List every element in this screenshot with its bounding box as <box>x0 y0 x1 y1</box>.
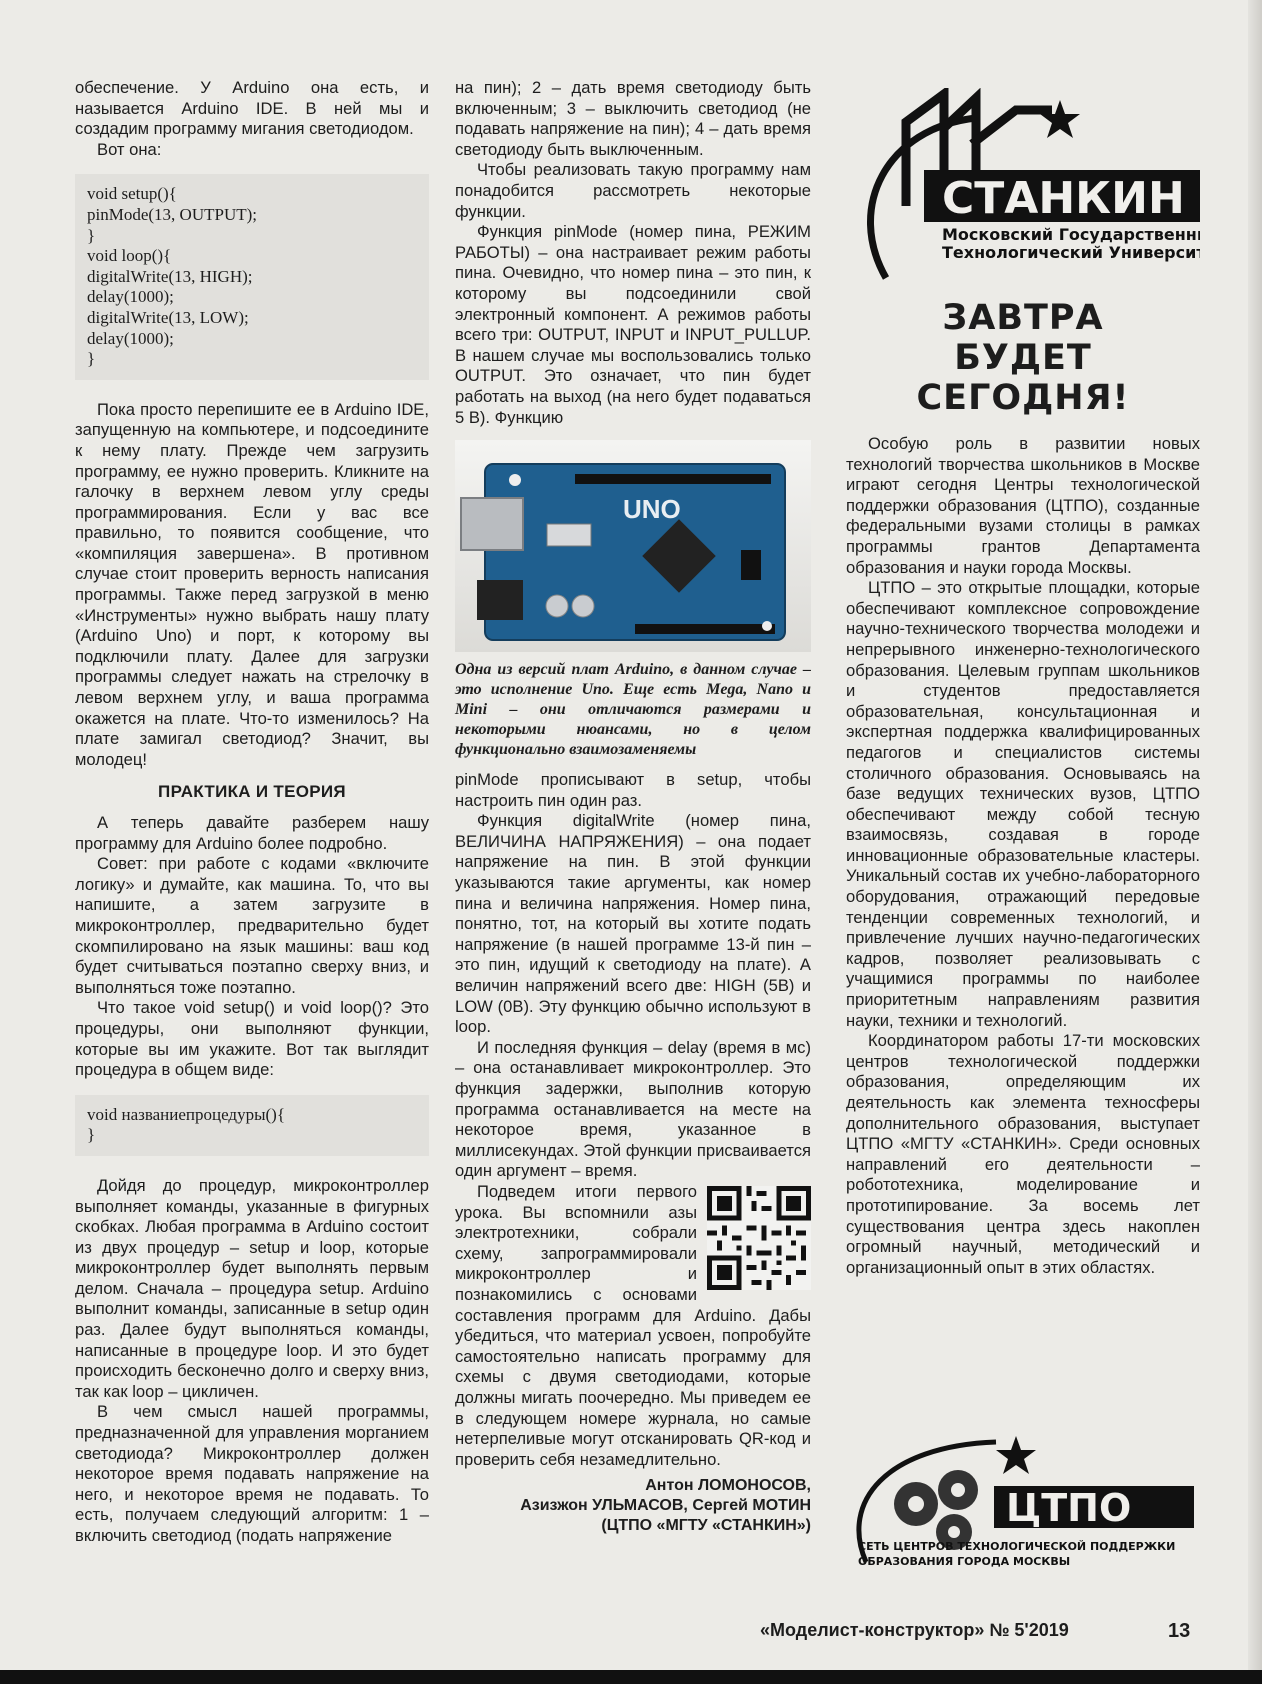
qr-code[interactable] <box>707 1186 811 1290</box>
author-line: (ЦТПО «МГТУ «СТАНКИН») <box>601 1517 811 1535</box>
page-number: 13 <box>1168 1620 1191 1642</box>
cttpo-logo <box>846 1432 1200 1582</box>
code-block-setup-loop <box>75 174 429 379</box>
paragraph: Пока просто перепишите ее в Arduino IDE, запущенную на компьютере, и подсоедините к нему плату. Прежде чем загрузить программу, ее нужно проверить. Кликните на галочку в верхнем левом углу среды программирования. Если у вас все правильно, то появится сообщение, что «компиляция завершена». В противном случае стоит проверить верность написания программы. Также перед загрузкой в меню «Инструменты» нужно выбрать нашу плату (Arduino Uno) и порт, к которому вы подключили плату. Далее для загрузки программы следует нажать на стрелочку в левом верхнем углу, и ваша программа окажется на плате. Что-то изменилось? На плате замигал светодиод? Значит, вы молодец! <box>75 399 429 769</box>
paragraph: Функция digitalWrite (номер пина, ВЕЛИЧИНА НАПРЯЖЕНИЯ) – она подает напряжение на пин. В этой функции указываются такие аргументы, как номер пина и величина напряжения. Номер пина, понятно, тот, на который вы хотите подать напряжение (в нашей программе 13-й пин – это пин, идущий к светодиоду на плате). А величин напряжений всего две: HIGH (5В) и LOW (0В). Эту функцию обычно используют в loop. <box>455 811 811 1037</box>
column-3 <box>846 434 1200 1278</box>
author-line: Азизжон УЛЬМАСОВ, Сергей МОТИН <box>520 1497 811 1515</box>
arduino-uno-photo <box>455 440 811 652</box>
code-line: delay(1000); <box>87 287 174 307</box>
paragraph: В чем смысл нашей программы, предназначенной для управления морганием светодиода? Микроконтроллер должен некоторое время подавать напряжение на него, и некоторое время не подавать. То есть, получаем следующий алгоритм: 1 – включить светодиод (подать напряжение <box>75 1402 429 1545</box>
cttpo-subtitle: СЕТЬ ЦЕНТРОВ ТЕХНОЛОГИЧЕСКОЙ ПОДДЕРЖКИ <box>858 1540 1176 1553</box>
arduino-board-illustration <box>455 440 811 652</box>
author-line: Антон ЛОМОНОСОВ, <box>645 1477 811 1495</box>
scan-edge <box>1248 0 1262 1684</box>
code-line: } <box>87 349 96 369</box>
paragraph: обеспечение. У Arduino она есть, и называется Arduino IDE. В ней мы и создадим программу мигания светодиодом. <box>75 78 429 139</box>
paragraph: Что такое void setup() и void loop()? Это процедуры, они выполняют функции, которые вы им укажите. Вот так выглядит процедура в общем виде: <box>75 998 429 1080</box>
paragraph: Вот она: <box>97 139 162 159</box>
paragraph: Совет: при работе с кодами «включите логику» и думайте, как машина. То, что вы напишите, а затем загрузите в микроконтроллер, предварительно будет скомпилировано на язык машины: ваш код будет считываться поэтапно сверху вниз, и выполняться тоже поэтапно. <box>75 854 429 997</box>
photo-caption: Одна из версий плат Arduino, в данном случае – это исполнение Uno. Еще есть Mega, Nano и Mini – они отличаются размерами и некоторыми нюансами, но в целом функционально взаимозаменяемы <box>455 661 811 759</box>
code-line: void названиепроцедуры(){ <box>87 1104 285 1124</box>
code-line: digitalWrite(13, HIGH); <box>87 266 253 286</box>
paragraph: на пин); 2 – дать время светодиоду быть включенным; 3 – выключить светодиод (не подавать напряжение на пин); 4 – дать время светодиоду быть выключенным. <box>455 78 811 159</box>
slogan-line: БУДЕТ <box>954 338 1092 378</box>
paragraph: Дойдя до процедур, микроконтроллер выполняет команды, указанные в фигурных скобках. Любая программа в Arduino состоит из двух процедур – setup и loop, которые микроконтроллер будет выполнять первым делом. Сначала – процедура setup. Arduino выполнит команды, записанные в setup один раз. Далее будут выполняться команды, написанные в процедуре loop. И это будет происходить бесконечно долго и сверху вниз, так как loop – цикличен. <box>75 1175 429 1401</box>
slogan-line: СЕГОДНЯ! <box>916 378 1130 418</box>
gear-cluster-icon <box>894 1470 978 1550</box>
scan-bottom-edge <box>0 1670 1262 1684</box>
paragraph: А теперь давайте разберем нашу программу для Arduino более подробно. <box>75 813 429 853</box>
section-heading: ПРАКТИКА И ТЕОРИЯ <box>158 782 346 802</box>
code-block-procedure <box>75 1095 429 1156</box>
magazine-footer: «Моделист-конструктор» № 5'2019 <box>760 1620 1069 1640</box>
paragraph: Функция pinMode (номер пина, РЕЖИМ РАБОТЫ) – она настраивает режим работы пина. Очевидно, что номер пина – это пин, к которому вы подсоединили свой электронный компонент. А режимов работы всего три: OUTPUT, INPUT и INPUT_PULLUP. В нашем случае мы воспользовались только OUTPUT. Это означает, что пин будет работать на выход (на него будет подаваться 5 В). Функцию <box>455 222 811 427</box>
logo-subtitle: Технологический Университет <box>942 243 1200 262</box>
cttpo-word: ЦТПО <box>1006 1486 1132 1530</box>
logo-subtitle: Московский Государственный <box>942 225 1200 244</box>
code-line: void loop(){ <box>87 246 172 266</box>
cttpo-subtitle: ОБРАЗОВАНИЯ ГОРОДА МОСКВЫ <box>858 1555 1071 1568</box>
stankin-logo <box>846 88 1200 284</box>
column-1 <box>75 78 429 1547</box>
code-line: digitalWrite(13, LOW); <box>87 307 249 327</box>
paragraph: ЦТПО – это открытые площадки, которые обеспечивают комплексное сопровождение научно-технического творчества молодежи и непрерывного инженерно-технологического образования. Целевым группам школьников и студентов предоставляется образовательная, консультационная и экспертная поддержка квалифицированных педагогов и специалистов системы столичного образования. Основываясь на базе ведущих технических вузов, ЦТПО обеспечивают между собой тесную взаимосвязь, создавая в городе инновационные образовательные кластеры. Уникальный состав их учебно-лабораторного оборудования, отражающий передовые тенденции современных технологий, и привлечение лучших научно-педагогических кадров, позволяет реализовывать с учащимися программы по наиболее приоритетным направлениям развития науки, техники и технологий. <box>846 578 1200 1030</box>
code-line: } <box>87 1125 96 1145</box>
column-2 <box>455 78 811 1536</box>
paragraph: И последняя функция – delay (время в мс) – она останавливает микроконтроллер. Это функция задержки, выполнив которую программа останавливается на месте на некоторое время, указанное в миллисекундах. Этой функции присваивается один аргумент – время. <box>455 1037 811 1181</box>
code-line: } <box>87 225 96 245</box>
paragraph: Чтобы реализовать такую программу нам понадобится рассмотреть некоторые функции. <box>455 160 811 221</box>
paragraph: Координатором работы 17-ти московских центров технологической поддержки образования, определяющим их деятельность как элемента техносферы дополнительного образования, выступает ЦТПО «МГТУ «СТАНКИН». Среди основных направлений его деятельности – робототехника, моделирование и прототипирование. За восемь лет существования центра здесь накоплен огромный научный, методический и организационный опыт в этих областях. <box>846 1031 1200 1277</box>
logo-word: СТАНКИН <box>942 173 1185 224</box>
slogan-line: ЗАВТРА <box>942 298 1104 338</box>
board-label: UNO <box>623 494 681 525</box>
code-line: void setup(){ <box>87 184 177 204</box>
qr-code-icon <box>707 1186 811 1290</box>
slogan <box>846 298 1200 418</box>
code-line: pinMode(13, OUTPUT); <box>87 204 257 224</box>
code-line: delay(1000); <box>87 328 174 348</box>
paragraph: Особую роль в развитии новых технологий творчества школьников в Москве играют сегодня Центры технологической поддержки образования (ЦТПО), созданные федеральными вузами столицы в рамках программы грантов Департамента образования и науки города Москвы. <box>846 434 1200 577</box>
star-icon <box>996 1436 1036 1474</box>
paragraph: Подведем итоги первого урока. Вы вспомнили азы электротехники, собрали схему, запрограммировали микроконтроллер и познакомились с основами составления программ для Arduino. Дабы убедиться, что материал усвоен, попробуйте самостоятельно написать программу для схемы с двумя светодиодами, которые должны мигать поочередно. Мы приведем ее в следующем номере журнала, но самые нетерпеливые могут отсканировать QR-код и проверить себя незамедлительно. <box>455 1181 811 1469</box>
paragraph: pinMode прописывают в setup, чтобы настроить пин один раз. <box>455 770 811 810</box>
